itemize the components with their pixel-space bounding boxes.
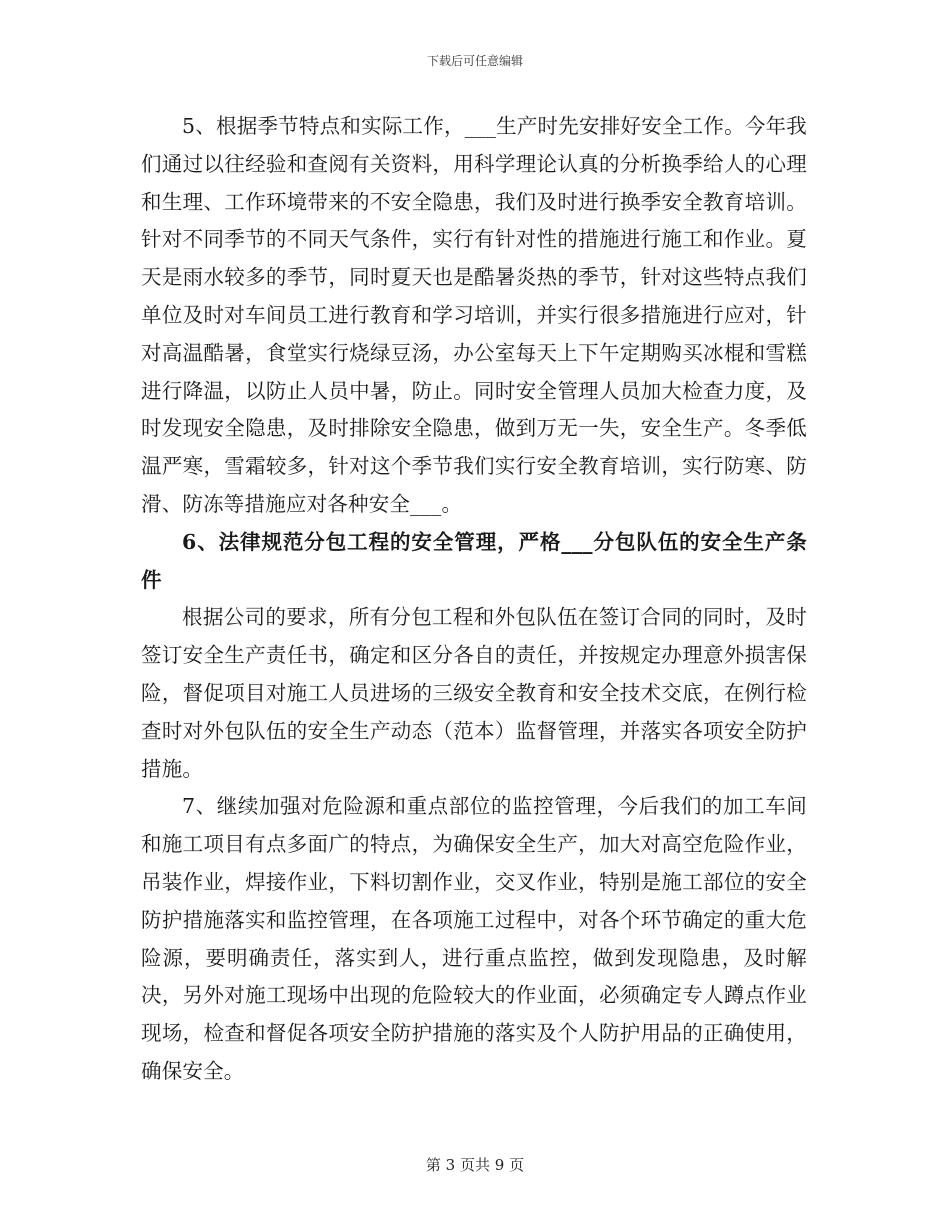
- page-footer: 第 3 页共 9 页: [425, 1156, 525, 1174]
- paragraph-item-5: 5、根据季节特点和实际工作，___生产时先安排好安全工作。今年我们通过以往经验和查阅有关资料，用科学理论认真的分析换季给人的心理和生理、工作环境带来的不安全隐患，我们及时进行换季安全教育培训。针对不同季节的不同天气条件，实行有针对性的措施进行施工和作业。夏天是雨水较多的季节，同时夏天也是酷暑炎热的季节，针对这些特点我们单位及时对车间员工进行教育和学习培训，并实行很多措施进行应对，针对高温酷暑，食堂实行烧绿豆汤，办公室每天上下午定期购买冰棍和雪糕进行降温，以防止人员中暑，防止。同时安全管理人员加大检查力度，及时发现安全隐患，及时排除安全隐患，做到万无一失，安全生产。冬季低温严寒，雪霜较多，针对这个季节我们实行安全教育培训，实行防寒、防滑、防冻等措施应对各种安全___。: [141, 114, 807, 516]
- paragraph-item-7: 7、继续加强对危险源和重点部位的监控管理，今后我们的加工车间和施工项目有点多面广的特点，为确保安全生产，加大对高空危险作业，吊装作业，焊接作业，下料切割作业，交叉作业，特别是施工部位的安全防护措施落实和监控管理，在各项施工过程中，对各个环节确定的重大危险源，要明确责任，落实到人，进行重点监控，做到发现隐患，及时解决，另外对施工现场中出现的危险较大的作业面，必须确定专人蹲点作业现场，检查和督促各项安全防护措施的落实及个人防护用品的正确使用，确保安全。: [141, 794, 807, 1083]
- paragraph-subcontract: 根据公司的要求，所有分包工程和外包队伍在签订合同的同时，及时签订安全生产责任书，确定和区分各自的责任，并按规定办理意外损害保险，督促项目对施工人员进场的三级安全教育和安全技术交底，在例行检查时对外包队伍的安全生产动态（范本）监督管理，并落实各项安全防护措施。: [141, 605, 807, 781]
- document-body: [141, 108, 807, 1091]
- page-header: 下载后可任意编辑: [426, 54, 523, 68]
- section-heading-item-6: 6、法律规范分包工程的安全管理，严格___分包队伍的安全生产条件: [141, 529, 807, 592]
